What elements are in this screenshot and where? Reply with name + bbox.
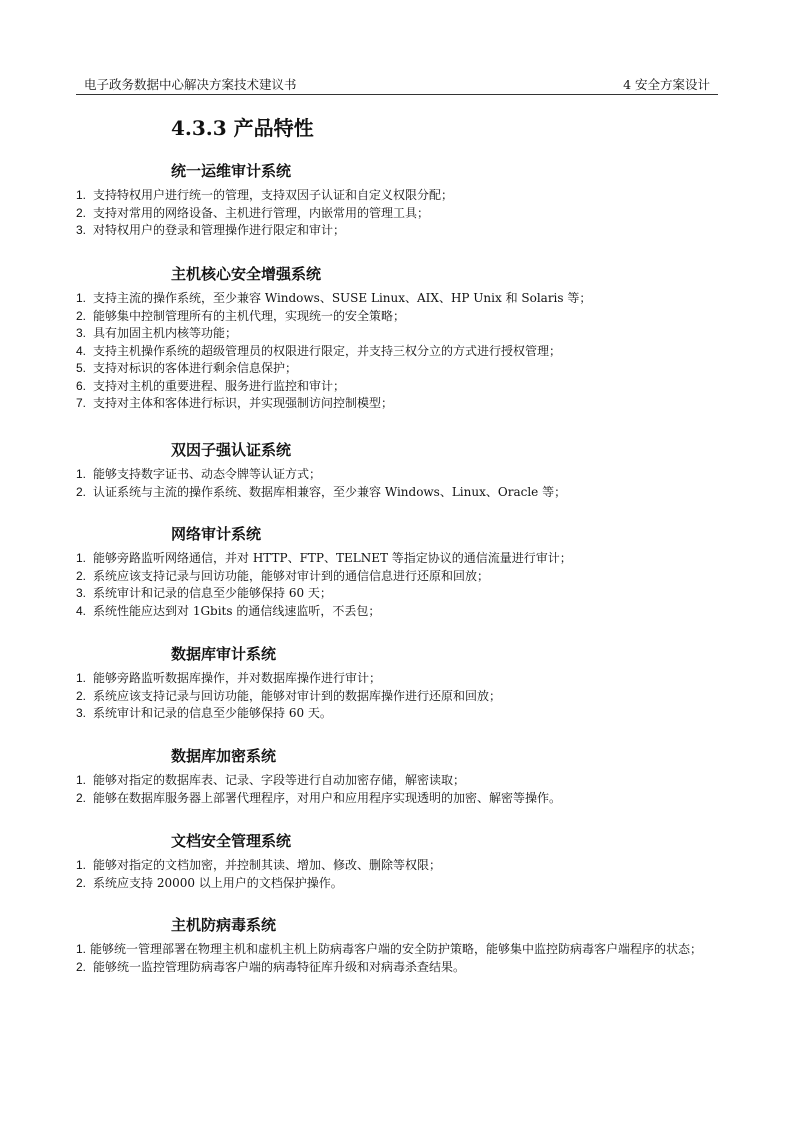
section-two-factor-auth [76, 439, 726, 501]
feature-list [76, 772, 726, 807]
list-item [76, 959, 726, 977]
list-number: 1. [76, 671, 87, 685]
section-document-security [76, 830, 726, 892]
list-number: 2. [76, 959, 87, 974]
list-text: 能够统一管理部署在物理主机和虚机主机上防病毒客户端的安全防护策略，能够集中监控防病毒客户端程序的状态； [90, 942, 703, 956]
list-item [76, 670, 726, 688]
section-heading: 网络审计系统 [171, 525, 262, 543]
list-item [76, 205, 726, 223]
header-document-title: 电子政务数据中心解决方案技术建议书 [84, 77, 297, 92]
section-heading: 数据库加密系统 [171, 747, 277, 765]
section-title: 4.3.3 产品特性 [171, 116, 314, 140]
list-text: 能够对指定的数据库表、记录、字段等进行自动加密存储，解密读取； [93, 773, 466, 787]
page-header [76, 76, 718, 95]
feature-list [76, 550, 726, 620]
list-number: 1. [76, 942, 87, 956]
section-host-antivirus [76, 914, 726, 976]
list-number: 1. [76, 858, 87, 872]
list-text: 对特权用户的登录和管理操作进行限定和审计； [93, 223, 346, 237]
list-item [76, 360, 726, 378]
list-number: 2. [76, 790, 87, 805]
list-number: 5. [76, 361, 87, 375]
list-item [76, 290, 726, 308]
feature-list [76, 857, 726, 892]
section-heading: 主机核心安全增强系统 [171, 265, 322, 283]
list-item [76, 688, 726, 706]
list-text: 系统应该支持记录与回访功能，能够对审计到的通信信息进行还原和回放； [93, 568, 490, 583]
list-text: 系统审计和记录的信息至少能够保持 60 天； [93, 586, 332, 600]
list-item [76, 187, 726, 205]
list-item [76, 550, 726, 568]
list-item [76, 308, 726, 326]
list-number: 4. [76, 603, 87, 618]
list-item [76, 705, 726, 723]
list-text: 系统审计和记录的信息至少能够保持 60 天。 [93, 706, 332, 720]
section-network-audit [76, 523, 726, 620]
list-number: 3. [76, 326, 87, 340]
list-text: 能够集中控制管理所有的主机代理，实现统一的安全策略； [93, 308, 406, 323]
feature-list [76, 290, 726, 413]
section-database-encryption [76, 745, 726, 807]
list-item [76, 603, 726, 621]
list-number: 3. [76, 586, 87, 600]
list-text: 支持特权用户进行统一的管理，支持双因子认证和自定义权限分配； [93, 188, 454, 202]
list-item [76, 484, 726, 502]
section-heading: 文档安全管理系统 [171, 832, 292, 850]
list-text: 能够支持数字证书、动态令牌等认证方式； [93, 467, 322, 481]
list-number: 1. [76, 551, 87, 565]
list-number: 2. [76, 875, 87, 890]
list-item [76, 325, 726, 343]
list-item [76, 395, 726, 413]
feature-list [76, 187, 726, 240]
list-item [76, 568, 726, 586]
list-text: 支持对主体和客体进行标识，并实现强制访问控制模型； [93, 396, 394, 410]
list-number: 4. [76, 343, 87, 358]
list-item [76, 378, 726, 396]
list-number: 1. [76, 773, 87, 787]
list-item [76, 875, 726, 893]
section-host-security [76, 263, 726, 413]
section-heading: 双因子强认证系统 [171, 441, 292, 459]
list-text: 能够统一监控管理防病毒客户端的病毒特征库升级和对病毒杀查结果。 [93, 959, 466, 974]
list-item [76, 790, 726, 808]
list-text: 能够在数据库服务器上部署代理程序，对用户和应用程序实现透明的加密、解密等操作。 [93, 790, 562, 805]
list-number: 1. [76, 467, 87, 481]
list-text: 支持对常用的网络设备、主机进行管理，内嵌常用的管理工具； [93, 205, 430, 220]
section-ops-audit [76, 160, 726, 240]
section-heading: 主机防病毒系统 [171, 916, 277, 934]
list-number: 2. [76, 308, 87, 323]
list-number: 7. [76, 396, 87, 410]
list-number: 3. [76, 706, 87, 720]
list-text: 系统应该支持记录与回访功能，能够对审计到的数据库操作进行还原和回放； [93, 688, 502, 703]
list-text: 支持主流的操作系统，至少兼容 Windows、SUSE Linux、AIX、HP Unix 和 Solaris 等； [93, 291, 592, 305]
list-text: 支持主机操作系统的超级管理员的权限进行限定，并支持三权分立的方式进行授权管理； [93, 343, 562, 358]
list-item [76, 941, 726, 959]
list-number: 2. [76, 688, 87, 703]
list-number: 1. [76, 291, 87, 305]
feature-list [76, 941, 726, 976]
section-heading: 统一运维审计系统 [171, 162, 292, 180]
list-item [76, 857, 726, 875]
list-text: 能够对指定的文档加密，并控制其读、增加、修改、删除等权限； [93, 858, 442, 872]
list-number: 1. [76, 188, 87, 202]
list-text: 支持对主机的重要进程、服务进行监控和审计； [93, 378, 346, 393]
feature-list [76, 466, 726, 501]
list-item [76, 222, 726, 240]
list-item [76, 466, 726, 484]
list-text: 具有加固主机内核等功能； [93, 326, 238, 340]
section-database-audit [76, 643, 726, 723]
list-number: 2. [76, 568, 87, 583]
list-number: 3. [76, 223, 87, 237]
list-number: 2. [76, 484, 87, 499]
list-number: 6. [76, 378, 87, 393]
list-text: 能够旁路监听数据库操作，并对数据库操作进行审计； [93, 671, 382, 685]
list-text: 系统性能应达到对 1Gbits 的通信线速监听，不丢包； [93, 603, 381, 618]
list-number: 2. [76, 205, 87, 220]
list-text: 支持对标识的客体进行剩余信息保护； [93, 361, 298, 375]
list-text: 能够旁路监听网络通信，并对 HTTP、FTP、TELNET 等指定协议的通信流量进行审计； [93, 551, 572, 565]
section-heading: 数据库审计系统 [171, 645, 277, 663]
header-chapter-title: 4 安全方案设计 [623, 77, 710, 92]
feature-list [76, 670, 726, 723]
list-item [76, 772, 726, 790]
list-text: 系统应支持 20000 以上用户的文档保护操作。 [93, 875, 343, 890]
list-text: 认证系统与主流的操作系统、数据库相兼容，至少兼容 Windows、Linux、Oracle 等； [93, 484, 567, 499]
list-item [76, 585, 726, 603]
list-item [76, 343, 726, 361]
